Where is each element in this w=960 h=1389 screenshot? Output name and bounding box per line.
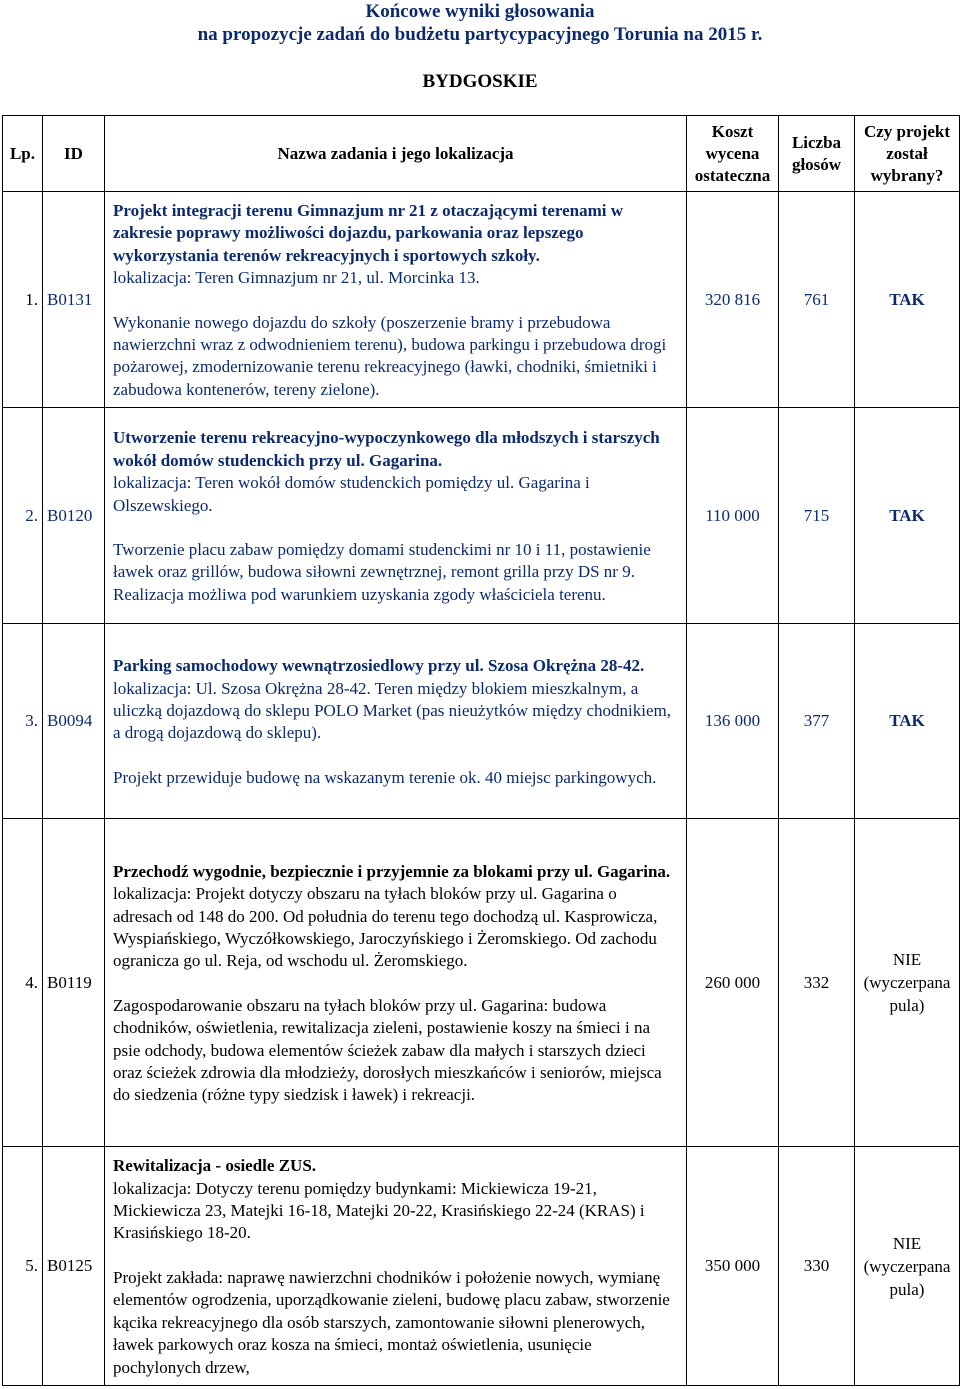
col-header-cost-line2: wycena: [705, 143, 760, 163]
row-name-cell: [105, 192, 687, 408]
row-cost: 136 000: [687, 624, 779, 819]
table-row: [3, 819, 960, 1147]
table-row: [3, 1147, 960, 1386]
project-title: Rewitalizacja - osiedle ZUS.: [113, 1156, 317, 1176]
project-title: Parking samochodowy wewnątrzosiedlowy przy ul. Szosa Okrężna 28-42.: [113, 656, 645, 676]
row-selected-line1: NIE: [892, 950, 922, 970]
row-votes: 330: [779, 1147, 855, 1386]
row-cost: 260 000: [687, 819, 779, 1147]
col-header-lp: Lp.: [3, 116, 43, 192]
project-location: lokalizacja: Teren Gimnazjum nr 21, ul. Morcinka 13.: [113, 268, 480, 288]
row-id: B0125: [43, 1147, 105, 1386]
row-votes: 761: [779, 192, 855, 408]
col-header-selected-line3: wybrany?: [870, 165, 944, 185]
table-header-row: [3, 116, 960, 192]
row-selected: TAK: [855, 408, 960, 624]
col-header-votes-line2: głosów: [791, 154, 842, 174]
row-selected: [855, 819, 960, 1147]
region-heading: BYDGOSKIE: [422, 71, 538, 92]
col-header-cost: [687, 116, 779, 192]
row-cost: 320 816: [687, 192, 779, 408]
row-lp: 4.: [3, 819, 43, 1147]
row-id: B0119: [43, 819, 105, 1147]
col-header-votes: [779, 116, 855, 192]
project-title: Przechodź wygodnie, bezpiecznie i przyjemnie za blokami przy ul. Gagarina.: [113, 861, 671, 881]
row-lp: 1.: [3, 192, 43, 408]
row-selected-line3: pula): [889, 996, 925, 1016]
col-header-selected: [855, 116, 960, 192]
row-name-cell: [105, 624, 687, 819]
doc-title-line1: Końcowe wyniki głosowania: [365, 1, 595, 22]
row-lp: 5.: [3, 1147, 43, 1386]
row-id: B0094: [43, 624, 105, 819]
row-name-cell: [105, 408, 687, 624]
row-selected: TAK: [855, 624, 960, 819]
row-votes: 377: [779, 624, 855, 819]
row-selected-line2: (wyczerpana: [863, 1256, 951, 1276]
project-title: Utworzenie terenu rekreacyjno-wypoczynkowego dla młodszych i starszych wokół domów studenckich przy ul. Gagarina.: [113, 428, 660, 470]
col-header-votes-line1: Liczba: [791, 132, 842, 152]
doc-title-line2: na propozycje zadań do budżetu partycypacyjnego Torunia na 2015 r.: [197, 24, 763, 45]
project-description: Projekt przewiduje budowę na wskazanym terenie ok. 40 miejsc parkingowych.: [113, 767, 657, 787]
table-row: [3, 192, 960, 408]
row-votes: 332: [779, 819, 855, 1147]
table-row: [3, 408, 960, 624]
col-header-id: ID: [43, 116, 105, 192]
project-location: lokalizacja: Teren wokół domów studenckich pomiędzy ul. Gagarina i Olszewskiego.: [113, 473, 590, 515]
col-header-selected-line2: został: [886, 143, 928, 163]
row-cost: 110 000: [687, 408, 779, 624]
results-table: [2, 115, 960, 1386]
row-lp: 3.: [3, 624, 43, 819]
row-selected: TAK: [855, 192, 960, 408]
project-title: Projekt integracji terenu Gimnazjum nr 21 z otaczającymi terenami w zakresie poprawy możliwości dojazdu, parkowania oraz lepszego wykorzystania terenów rekreacyjnych i sportowych szkoły.: [113, 201, 624, 265]
row-votes: 715: [779, 408, 855, 624]
project-location: lokalizacja: Ul. Szosa Okrężna 28-42. Teren między blokiem mieszkalnym, a uliczką dojazdową do sklepu POLO Market (pas nieużytków między chodnikiem, a drogą dojazdową do sklepu).: [113, 678, 672, 743]
row-selected-line1: NIE: [892, 1233, 922, 1253]
row-name-cell: [105, 1147, 687, 1386]
row-name-cell: [105, 819, 687, 1147]
row-id: B0120: [43, 408, 105, 624]
project-location: lokalizacja: Projekt dotyczy obszaru na tyłach bloków przy ul. Gagarina o adresach od 148 do 200. Od południa do terenu tego dochodzą ul. Kasprowicza, Wyspiańskiego, Wyczółkowskiego, Jaroczyńskiego i Żeromskiego. Od zachodu ogranicza go ul. Reja, od wschodu ul. Żeromskiego.: [113, 884, 658, 971]
table-row: [3, 624, 960, 819]
col-header-cost-line3: ostateczna: [694, 165, 771, 185]
project-description: Tworzenie placu zabaw pomiędzy domami studenckimi nr 10 i 11, postawienie ławek oraz grillów, budowa siłowni zewnętrznej, remont grilla przy DS nr 9. Realizacja możliwa pod warunkiem uzyskania zgody właściciela terenu.: [113, 539, 651, 604]
row-selected-line3: pula): [889, 1279, 925, 1299]
project-location: lokalizacja: Dotyczy terenu pomiędzy budynkami: Mickiewicza 19-21, Mickiewicza 23, Matejki 16-18, Matejki 20-22, Krasińskiego 22-24 (KRAS) i Krasińskiego 18-20.: [113, 1178, 645, 1243]
project-description: Projekt zakłada: naprawę nawierzchni chodników i położenie nowych, wymianę elementów ogrodzenia, uporządkowanie zieleni, budowę placu zabaw, stworzenie kącika rekreacyjnego dla osób starszych, zamontowanie siłowni plenerowych, ławek parkowych oraz kosza na śmieci, montaż oświetlenia, usunięcie pochylonych drzew,: [113, 1267, 670, 1377]
row-id: B0131: [43, 192, 105, 408]
project-description: Wykonanie nowego dojazdu do szkoły (poszerzenie bramy i przebudowa nawierzchni wraz z odwodnieniem terenu), budowa parkingu i przebudowa drogi pożarowej, zmodernizowanie terenu rekreacyjnego (ławki, chodniki, śmietniki i zabudowa kontenerów, tereny zielone).: [113, 312, 667, 399]
col-header-cost-line1: Koszt: [711, 121, 754, 141]
project-description: Zagospodarowanie obszaru na tyłach bloków przy ul. Gagarina: budowa chodników, oświetlenia, rewitalizacja zieleni, postawienie koszy na śmieci i na psie odchody, budowa elementów ścieżek zabaw dla małych i starszych dzieci oraz ścieżek zdrowia dla młodzieży, dorosłych mieszkańców i seniorów, miejsca do siedzenia (różne typy siedzisk i ławek) i rekreacji.: [113, 995, 662, 1105]
row-lp: 2.: [3, 408, 43, 624]
row-selected: [855, 1147, 960, 1386]
row-selected-line2: (wyczerpana: [863, 973, 951, 993]
row-cost: 350 000: [687, 1147, 779, 1386]
col-header-name: Nazwa zadania i jego lokalizacja: [105, 116, 687, 192]
col-header-selected-line1: Czy projekt: [863, 121, 951, 141]
